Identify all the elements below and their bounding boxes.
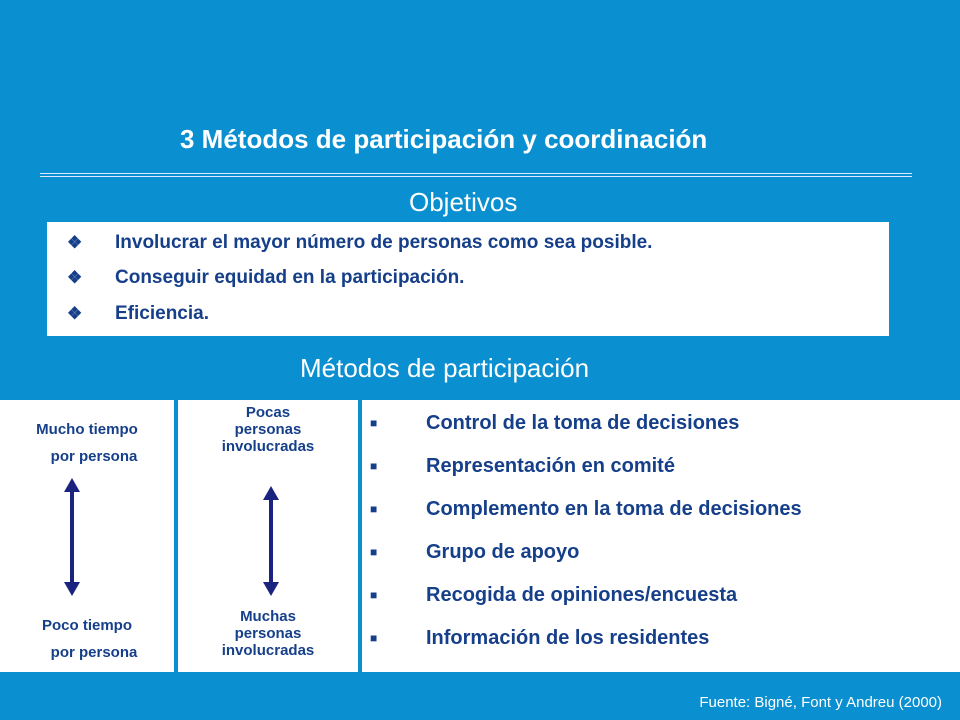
method-text: Recogida de opiniones/encuesta — [426, 584, 738, 606]
time-scale-bottom-line1: Poco tiempo — [41, 617, 132, 634]
method-item — [370, 451, 675, 481]
time-scale-panel — [0, 400, 174, 672]
time-scale-bottom-label — [0, 612, 174, 666]
time-scale-top-line2: por persona — [50, 448, 138, 465]
methods-heading: Métodos de participación — [300, 353, 590, 383]
objectives-heading: Objetivos — [409, 187, 518, 217]
double-arrow-vertical-icon — [261, 486, 281, 596]
square-bullet-icon: ■ — [370, 459, 378, 473]
people-scale-bottom-line2: personas — [234, 625, 302, 642]
objective-text: Involucrar el mayor número de personas como sea posible. — [115, 232, 653, 253]
people-scale-bottom-line3: involucradas — [221, 642, 315, 659]
method-item — [370, 580, 737, 610]
method-text: Complemento en la toma de decisiones — [426, 498, 802, 520]
people-scale-bottom-label — [178, 608, 358, 659]
people-scale-top-line2: personas — [234, 421, 302, 438]
method-item — [370, 623, 709, 653]
people-scale-top-label — [178, 404, 358, 455]
source-note: Fuente: Bigné, Font y Andreu (2000) — [699, 694, 942, 711]
objective-text: Eficiencia. — [115, 303, 209, 324]
people-scale-top-line1: Pocas — [245, 404, 291, 421]
objective-item — [67, 263, 464, 293]
time-scale-top-label — [0, 416, 174, 470]
diamond-four-bullet-icon: ❖ — [67, 304, 83, 323]
square-bullet-icon: ■ — [370, 416, 378, 430]
method-item — [370, 494, 802, 524]
diamond-four-bullet-icon: ❖ — [67, 233, 83, 252]
time-scale-bottom-line2: por persona — [50, 644, 138, 661]
objectives-box — [47, 222, 889, 336]
square-bullet-icon: ■ — [370, 588, 378, 602]
time-scale-top-line1: Mucho tiempo — [36, 421, 138, 438]
people-scale-panel — [178, 400, 358, 672]
objective-text: Conseguir equidad en la participación. — [115, 267, 465, 288]
square-bullet-icon: ■ — [370, 545, 378, 559]
square-bullet-icon: ■ — [370, 502, 378, 516]
title-divider — [40, 173, 912, 177]
slide-title: 3 Métodos de participación y coordinación — [180, 124, 708, 154]
objective-item — [67, 299, 209, 329]
double-arrow-vertical-icon — [62, 478, 82, 596]
people-scale-top-line3: involucradas — [221, 438, 315, 455]
method-text: Control de la toma de decisiones — [426, 412, 740, 434]
method-text: Grupo de apoyo — [426, 541, 580, 563]
method-text: Representación en comité — [426, 455, 675, 477]
square-bullet-icon: ■ — [370, 631, 378, 645]
objective-item — [67, 228, 652, 258]
diamond-four-bullet-icon: ❖ — [67, 268, 83, 287]
method-item — [370, 408, 739, 438]
method-item — [370, 537, 579, 567]
people-scale-bottom-line1: Muchas — [240, 608, 296, 625]
method-text: Información de los residentes — [426, 627, 710, 649]
